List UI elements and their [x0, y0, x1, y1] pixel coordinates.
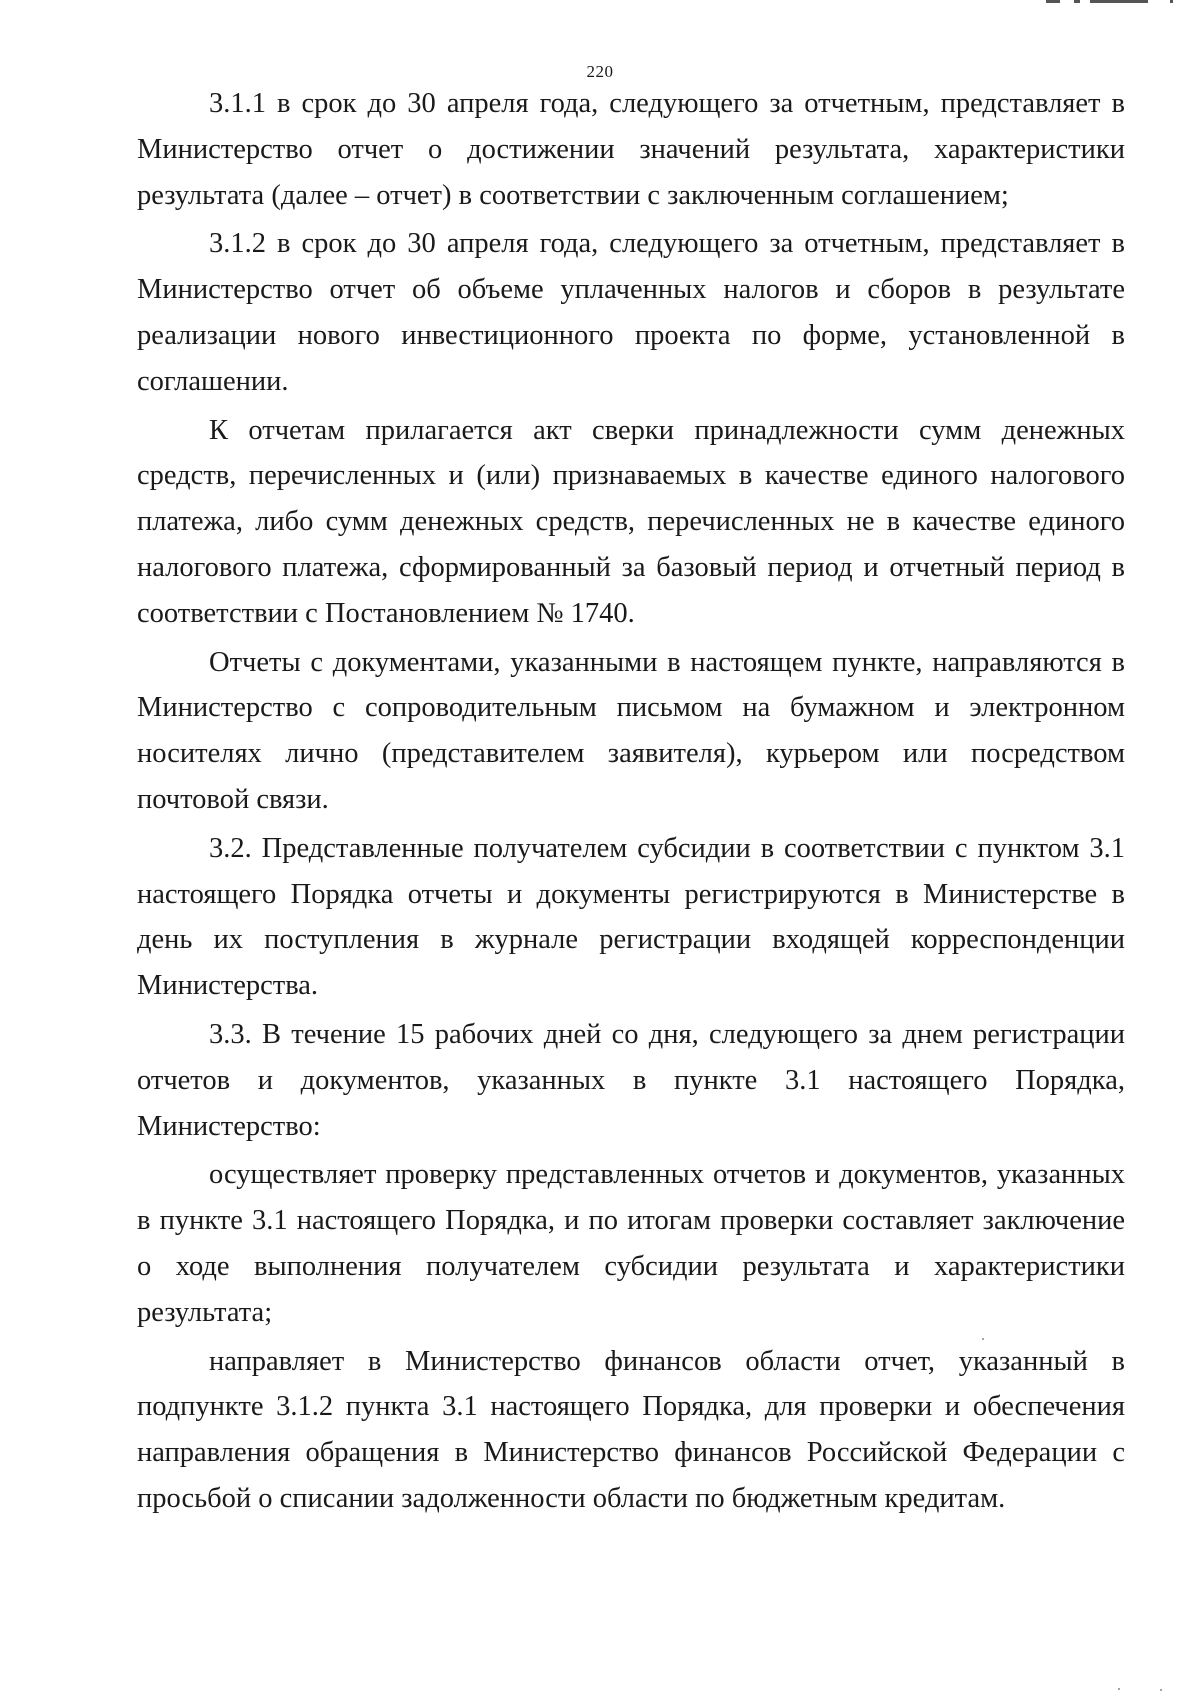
paragraph-3-3: 3.3. В течение 15 рабочих дней со дня, следующего за днем регистрации отчетов и документов, указанных в пункте 3.1 настоящего Порядка, Министерство:	[137, 1018, 1125, 1142]
paragraph-verification: осуществляет проверку представленных отчетов и документов, указанных в пункте 3.1 настоящего Порядка, и по итогам проверки составляет заключение о ходе выполнения получателем субсидии результата и характеристики результата;	[137, 1159, 1125, 1328]
scan-speck	[1160, 1689, 1162, 1691]
paragraph-reconciliation-act: К отчетам прилагается акт сверки принадлежности сумм денежных средств, перечисленных и (или) признаваемых в качестве единого налогового платежа, либо сумм денежных средств, перечисленных не в качестве единого налогового платежа, сформированный за базовый период и отчетный период в соответствии с Постановлением № 1740.	[137, 414, 1125, 629]
paragraph-3-1-2: 3.1.2 в срок до 30 апреля года, следующего за отчетным, представляет в Министерство отчет об объеме уплаченных налогов и сборов в результате реализации нового инвестиционного проекта по форме, установленной в соглашении.	[137, 228, 1125, 397]
document-body	[137, 81, 1125, 1525]
page-number: 220	[586, 62, 614, 81]
scan-speck	[982, 1338, 984, 1340]
scan-speck	[1118, 1688, 1120, 1690]
paragraph-ministry-of-finance: направляет в Министерство финансов области отчет, указанный в подпункте 3.1.2 пункта 3.1 настоящего Порядка, для проверки и обеспечения направления обращения в Министерство финансов Российской Федерации с просьбой о списании задолженности области по бюджетным кредитам.	[137, 1345, 1125, 1514]
paragraph-reports-submission: Отчеты с документами, указанными в настоящем пункте, направляются в Министерство с сопроводительным письмом на бумажном и электронном носителях лично (представителем заявителя), курьером или посредством почтовой связи.	[137, 646, 1125, 815]
scan-corner-marks	[1046, 0, 1186, 10]
paragraph-3-1-1: 3.1.1 в срок до 30 апреля года, следующего за отчетным, представляет в Министерство отчет о достижении значений результата, характеристики результата (далее – отчет) в соответствии с заключенным соглашением;	[137, 88, 1125, 211]
paragraph-3-2: 3.2. Представленные получателем субсидии в соответствии с пунктом 3.1 настоящего Порядка отчеты и документы регистрируются в Министерстве в день их поступления в журнале регистрации входящей корреспонденции Министерства.	[137, 832, 1125, 1002]
